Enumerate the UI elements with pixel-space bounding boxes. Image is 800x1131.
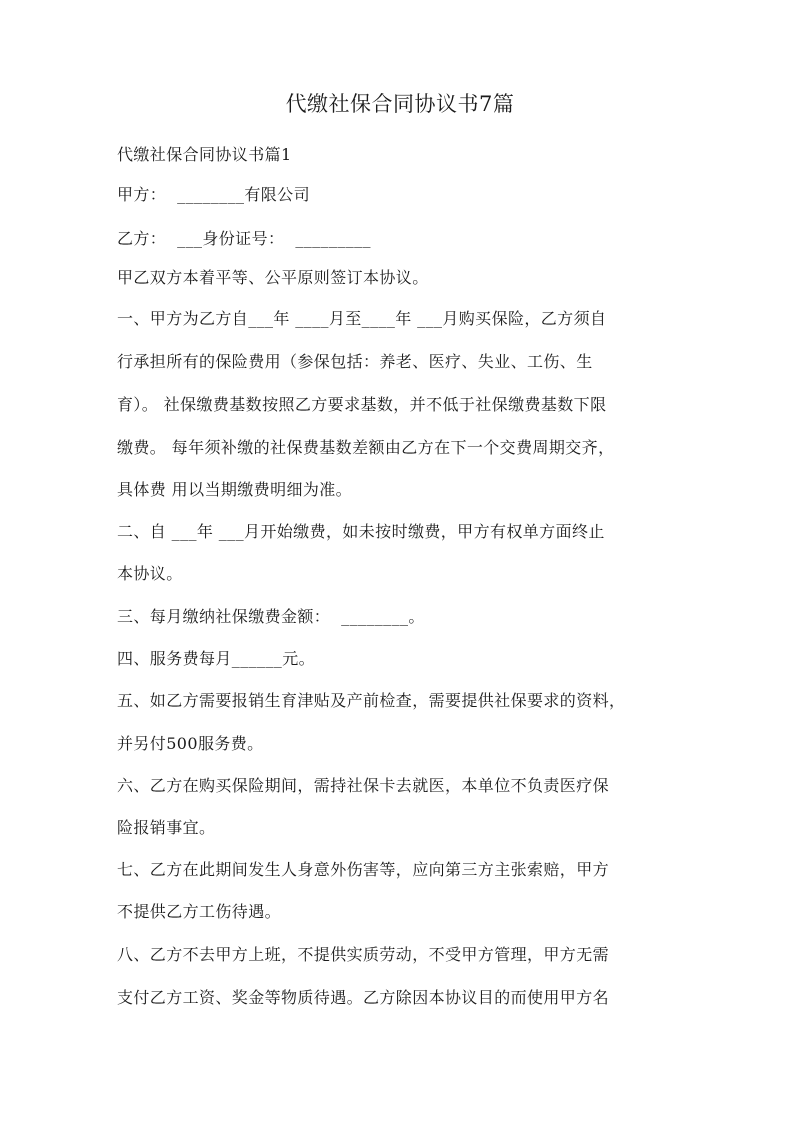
clause-1-line-3: 育）。 社保缴费基数按照乙方要求基数，并不低于社保缴费基数下限: [117, 395, 607, 414]
clause-6-line-2: 险报销事宜。: [117, 818, 216, 837]
clause-7-line-1: 七、乙方在此期间发生人身意外伤害等，应向第三方主张索赔，甲方: [117, 860, 610, 879]
clause-8-line-1: 八、乙方不去甲方上班，不提供实质劳动，不受甲方管理，甲方无需: [117, 945, 610, 964]
clause-8-line-2: 支付乙方工资、奖金等物质待遇。乙方除因本协议目的而使用甲方名: [117, 988, 610, 1007]
clause-5-line-1: 五、如乙方需要报销生育津贴及产前检查，需要提供社保要求的资料，: [117, 691, 626, 710]
clause-5-line-2: 并另付500服务费。: [117, 734, 264, 753]
clause-6-line-1: 六、乙方在购买保险期间，需持社保卡去就医，本单位不负责医疗保: [117, 776, 610, 795]
party-a-line: 甲方： ________有限公司: [117, 185, 310, 204]
clause-1-line-1: 一、甲方为乙方自___年 ____月至____年 ___月购买保险，乙方须自: [117, 309, 607, 328]
party-b-line: 乙方： ___身份证号： _________: [117, 229, 371, 248]
clause-2-line-1: 二、自 ___年 ___月开始缴费，如未按时缴费，甲方有权单方面终止: [117, 522, 605, 541]
clause-1-line-5: 具体费 用以当期缴费明细为准。: [117, 480, 353, 499]
clause-2-line-2: 本协议。: [117, 564, 183, 583]
clause-3-line: 三、每月缴纳社保缴费金额： ________。: [117, 607, 425, 626]
clause-4-line: 四、服务费每月______元。: [117, 649, 316, 668]
document-title: 代缴社保合同协议书7篇: [285, 92, 515, 116]
clause-1-line-4: 缴费。 每年须补缴的社保费基数差额由乙方在下一个交费周期交齐，: [117, 438, 615, 457]
section-heading: 代缴社保合同协议书篇1: [117, 145, 292, 164]
intro-line: 甲乙双方本着平等、公平原则签订本协议。: [117, 268, 429, 287]
clause-7-line-2: 不提供乙方工伤待遇。: [117, 902, 282, 921]
clause-1-line-2: 行承担所有的保险费用（参保包括：养老、医疗、失业、工伤、生: [117, 352, 593, 371]
